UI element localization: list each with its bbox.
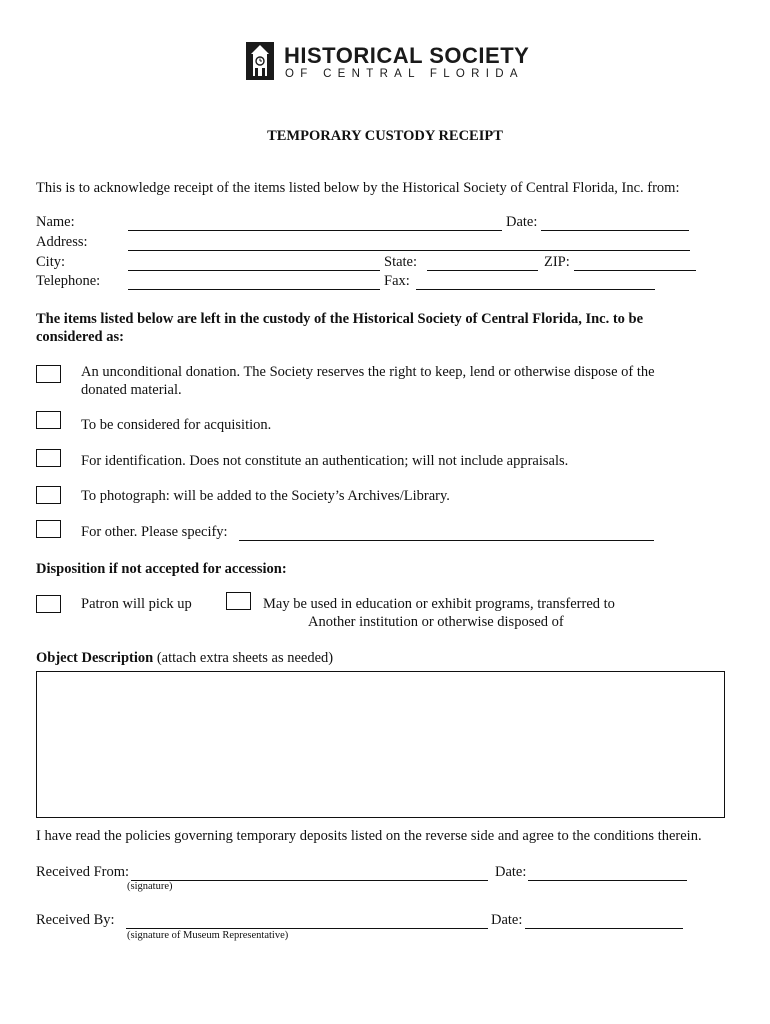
- received-by-label: Received By:: [36, 912, 115, 928]
- name-field[interactable]: [128, 216, 502, 231]
- address-field[interactable]: [128, 236, 690, 251]
- pickup-checkbox[interactable]: [36, 595, 61, 613]
- agreement-text: I have read the policies governing temporary deposits listed on the reverse side and agree to the conditions therein.: [36, 828, 702, 844]
- intro-text: This is to acknowledge receipt of the items listed below by the Historical Society of Central Florida, Inc. from:: [36, 180, 680, 196]
- photograph-label: To photograph: will be added to the Society’s Archives/Library.: [81, 488, 450, 504]
- telephone-field[interactable]: [128, 275, 380, 290]
- other-checkbox[interactable]: [36, 520, 61, 538]
- received-by-signature-field[interactable]: [126, 914, 488, 929]
- fax-field[interactable]: [416, 275, 655, 290]
- education-use-checkbox[interactable]: [226, 592, 251, 610]
- date-label: Date:: [506, 214, 538, 230]
- state-field[interactable]: [427, 256, 538, 271]
- object-description-note: (attach extra sheets as needed): [156, 650, 334, 666]
- object-description-heading: [36, 650, 333, 667]
- object-description-box[interactable]: [36, 671, 725, 818]
- telephone-label: Telephone:: [36, 273, 101, 289]
- donation-checkbox[interactable]: [36, 365, 61, 383]
- other-label: For other. Please specify:: [81, 524, 228, 540]
- state-label: State:: [384, 254, 418, 270]
- object-description-label: Object Description: [36, 650, 154, 666]
- city-label: City:: [36, 254, 66, 270]
- pickup-label: Patron will pick up: [81, 596, 192, 612]
- page-title: TEMPORARY CUSTODY RECEIPT: [267, 128, 503, 144]
- education-use-label-line2: Another institution or otherwise disposed of: [308, 614, 564, 630]
- custody-heading-line1: The items listed below are left in the custody of the Historical Society of Central Florida, Inc. to be: [36, 311, 644, 327]
- name-label: Name:: [36, 214, 75, 230]
- donation-label-line1: An unconditional donation. The Society reserves the right to keep, lend or otherwise dispose of the: [81, 364, 655, 380]
- fax-label: Fax:: [384, 273, 410, 289]
- disposition-heading: Disposition if not accepted for accession:: [36, 561, 287, 577]
- identification-label: For identification. Does not constitute an authentication; will not include appraisals.: [81, 453, 569, 469]
- signature-caption: (signature): [127, 881, 173, 892]
- received-from-label: Received From:: [36, 864, 130, 880]
- museum-rep-caption: (signature of Museum Representative): [127, 930, 289, 941]
- zip-field[interactable]: [574, 256, 696, 271]
- logo-title: HISTORICAL SOCIETY: [284, 43, 530, 68]
- identification-checkbox[interactable]: [36, 449, 61, 467]
- photograph-checkbox[interactable]: [36, 486, 61, 504]
- other-specify-field[interactable]: [239, 526, 654, 541]
- education-use-label-line1: May be used in education or exhibit programs, transferred to: [263, 596, 615, 612]
- received-from-date-label: Date:: [495, 864, 527, 880]
- received-from-signature-field[interactable]: [131, 866, 488, 881]
- received-by-date-label: Date:: [491, 912, 523, 928]
- received-from-date-field[interactable]: [528, 866, 687, 881]
- acquisition-checkbox[interactable]: [36, 411, 61, 429]
- city-field[interactable]: [128, 256, 380, 271]
- acquisition-label: To be considered for acquisition.: [81, 417, 272, 433]
- clock-tower-icon: [246, 42, 274, 80]
- zip-label: ZIP:: [544, 254, 570, 270]
- date-field[interactable]: [541, 216, 689, 231]
- logo-subtitle: OF CENTRAL FLORIDA: [285, 68, 524, 80]
- donation-label-line2: donated material.: [81, 382, 182, 398]
- received-by-date-field[interactable]: [525, 914, 683, 929]
- address-label: Address:: [36, 234, 88, 250]
- custody-heading-line2: considered as:: [36, 329, 124, 345]
